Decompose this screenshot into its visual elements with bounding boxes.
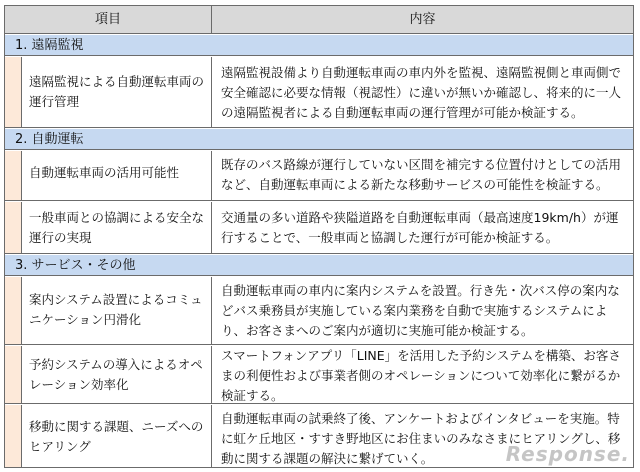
table-row xyxy=(5,346,633,404)
row-marker xyxy=(5,346,22,403)
row-marker xyxy=(5,57,22,127)
section-remote-monitoring: 1. 遠隔監視 xyxy=(5,35,633,56)
row-content: スマートフォンアプリ「LINE」を活用した予約システムを構築、お客さまの利便性および事業者側のオペレーションについて効率化に繋がるか検証する。 xyxy=(221,348,621,403)
section-service-other: 3. サービス・その他 xyxy=(5,255,633,276)
row-marker xyxy=(5,277,22,344)
response-watermark: Response. xyxy=(505,442,630,466)
row-label: 案内システム設置によるコミュニケーション円滑化 xyxy=(29,292,203,327)
row-label: 移動に関する課題、ニーズへのヒアリング xyxy=(29,419,204,454)
row-marker xyxy=(5,151,22,200)
row-content: 自動運転車両の車内に案内システムを設置。行き先・次バス停の案内などバス乗務員が実施している案内業務を自動で実施するシステムにより、お客さまへのご案内が適切に実施可能か検証する。 xyxy=(221,283,620,338)
plan-table xyxy=(4,5,634,468)
row-content: 既存のバス路線が運行していない区間を補完する位置付けとしての活用など、自動運転車両による新たな移動サービスの可能性を検証する。 xyxy=(221,157,622,192)
table-row xyxy=(5,151,633,201)
row-label: 予約システムの導入によるオペレーション効率化 xyxy=(29,357,203,392)
row-label: 一般車両との協調による安全な運行の実現 xyxy=(29,210,205,245)
section-automated-driving: 2. 自動運転 xyxy=(5,129,633,150)
row-content: 自動運転車両の試乗終了後、アンケートおよびインタビューを実施。特に虹ケ丘地区・すすき野地区にお住まいのみなさまにヒアリングし、移動に関する課題の解決に繋げていく。 xyxy=(221,411,621,466)
header-content: 内容 xyxy=(409,12,436,27)
row-label: 自動運転車両の活用可能性 xyxy=(29,165,180,180)
row-marker xyxy=(5,202,22,253)
table-row xyxy=(5,277,633,345)
table-row xyxy=(5,202,633,254)
table-header xyxy=(5,6,633,34)
row-content: 交通量の多い道路や狭隘道路を自動運転車両（最高速度19km/h）が運行することで、一般車両と協調した運行が可能か検証する。 xyxy=(221,210,619,245)
row-label: 遠隔監視による自動運転車両の運行管理 xyxy=(29,74,205,109)
header-item: 項目 xyxy=(5,6,212,34)
row-content: 遠隔監視設備より自動運転車両の車内外を監視、遠隔監視側と車両側で安全確認に必要な情報（視認性）に違いが無いか確認し、将来的に一人の遠隔監視者による自動運転車両の運行管理が可能か検証する。 xyxy=(221,65,622,120)
table-row xyxy=(5,57,633,128)
row-marker xyxy=(5,405,22,467)
